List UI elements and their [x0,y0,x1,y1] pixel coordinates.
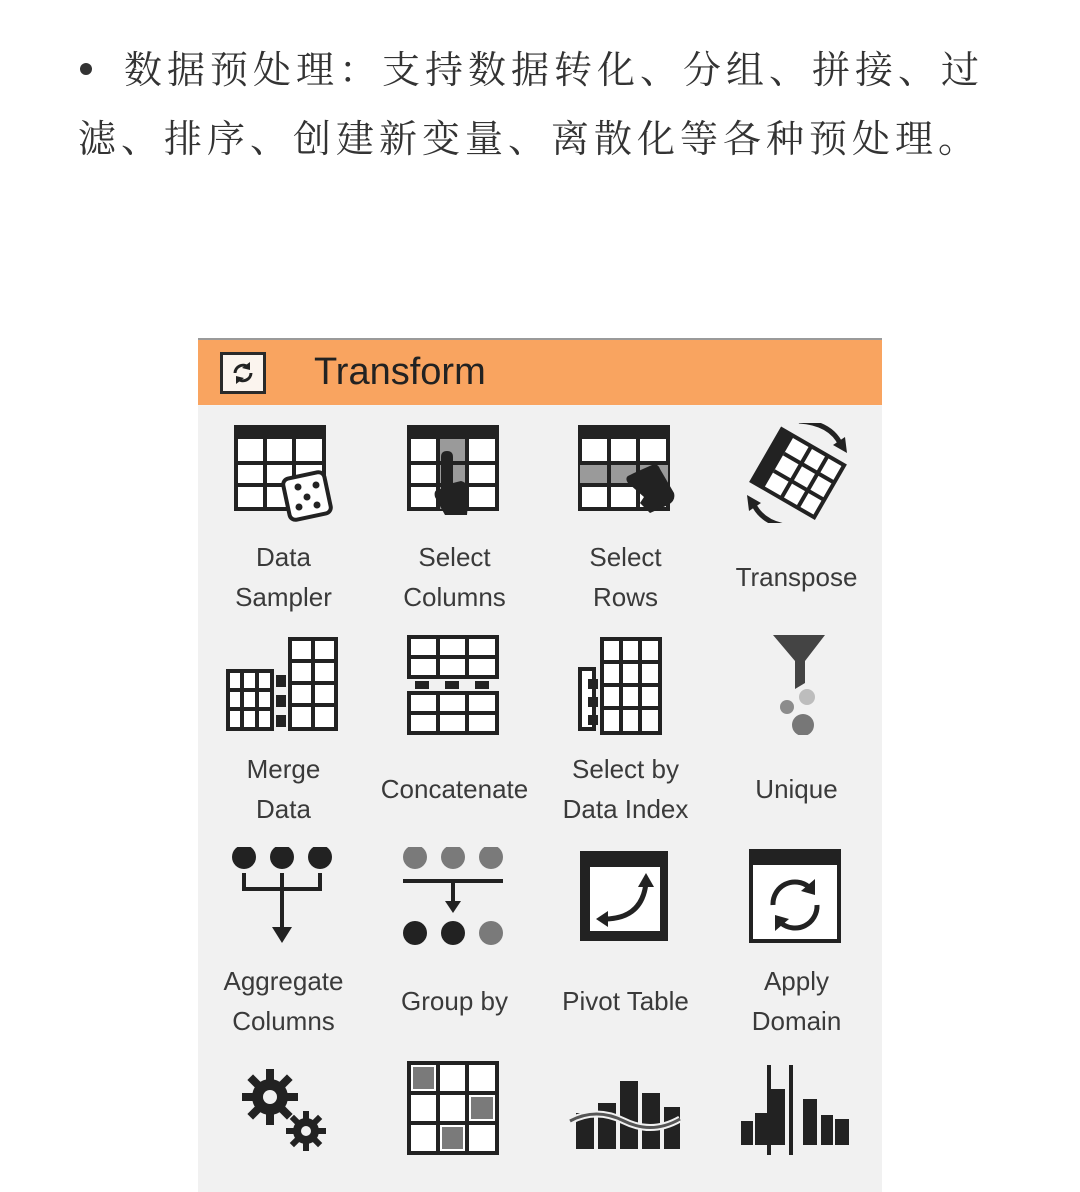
unique-icon [737,635,857,735]
apply-domain-icon [737,847,857,947]
split-icon [737,1059,857,1159]
widget-label: Aggregate Columns [223,966,344,1036]
widget-label: Apply Domain [751,966,842,1036]
transpose-icon [737,423,857,523]
gears-icon [224,1059,344,1159]
bullet-point [78,36,124,105]
data-sampler-icon [224,423,344,523]
intro-text: 数据预处理：支持数据转化、分组、拼接、过滤、排序、创建新变量、离散化等各种预处理。 [78,48,985,161]
widget-label: Select Columns [403,542,506,612]
intro-paragraph [78,36,998,174]
widget-label: Data Sampler [235,542,332,612]
discretize-icon [566,1059,686,1159]
concatenate-icon [395,635,515,735]
widget-label: Concatenate [380,774,529,804]
widget-label [711,1171,882,1192]
widget-unique[interactable] [711,619,882,831]
widget-label: Transpose [735,562,858,592]
widget-label: Group by [401,986,508,1016]
widget-split[interactable] [711,1043,882,1192]
grid-select-icon [395,1059,515,1159]
aggregate-columns-icon [224,847,344,947]
panel-header[interactable] [198,340,882,406]
select-by-data-index-icon [566,635,686,735]
widget-label [540,1171,711,1192]
group-by-icon [395,847,515,947]
widget-select-columns[interactable] [369,407,540,619]
widget-transpose[interactable] [711,407,882,619]
widget-concatenate[interactable] [369,619,540,831]
transform-refresh-icon [220,352,266,394]
widget-select-by-data-index[interactable] [540,619,711,831]
merge-data-icon [224,635,344,735]
widget-label: Select by Data Index [562,754,689,824]
panel-title: Transform [314,351,486,393]
widget-data-sampler[interactable] [198,407,369,619]
select-rows-icon [566,423,686,523]
widget-label: Merge Data [246,754,321,824]
widget-label [369,1171,540,1192]
pivot-table-icon [566,847,686,947]
widget-label: Unique [755,774,838,804]
widget-group-by[interactable] [369,831,540,1043]
widget-label: Pivot Table [562,986,689,1016]
widget-pivot-table[interactable] [540,831,711,1043]
widget-apply-domain[interactable] [711,831,882,1043]
widget-gears[interactable] [198,1043,369,1192]
widget-select-rows[interactable] [540,407,711,619]
select-columns-icon [395,423,515,523]
widget-grid-select[interactable] [369,1043,540,1192]
transform-panel [198,338,882,1192]
widget-label [198,1171,369,1192]
widget-aggregate-columns[interactable] [198,831,369,1043]
widget-label: Select Rows [589,542,662,612]
widget-merge-data[interactable] [198,619,369,831]
widget-discretize[interactable] [540,1043,711,1192]
